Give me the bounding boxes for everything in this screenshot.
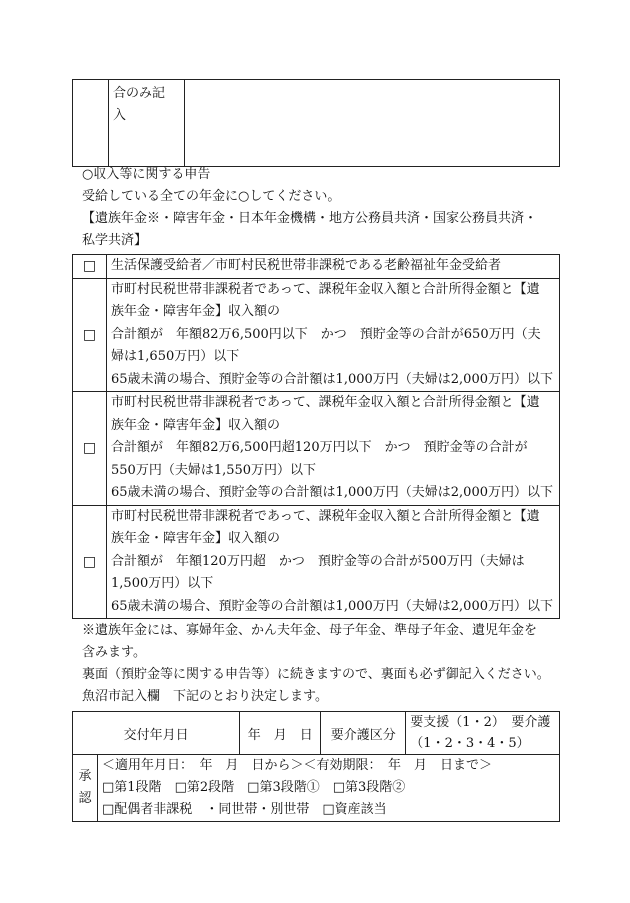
spouse-nontaxable-checkbox[interactable]: □配偶者非課税 (102, 802, 193, 817)
category-text (107, 505, 560, 619)
category-text-line: 市町村民税世帯非課税者であって、課税年金収入額と合計所得金額と【遺 (111, 395, 540, 410)
approval-label-char-2: 認 (78, 791, 92, 806)
category-text (107, 278, 560, 392)
category-text-line: 合計額が 年額120万円超 かつ 預貯金等の合計が500万円（夫婦は (111, 553, 525, 569)
category-checkbox[interactable]: □ (73, 392, 107, 506)
assets-applicable-checkbox[interactable]: □資産該当 (322, 802, 387, 817)
category-text-line: 550万円（夫婦は1,550万円）以下 (111, 462, 317, 478)
pension-row (73, 505, 560, 619)
category-checkbox[interactable]: □ (73, 255, 107, 279)
survivor-pension-note-2: 含みます。 (82, 645, 146, 660)
stage-3-1-checkbox[interactable]: □第3段階① (247, 780, 320, 795)
category-text-line: 65歳未満の場合、預貯金等の合計額は1,000万円（夫婦は2,000万円）以下 (111, 371, 553, 387)
care-category-options[interactable] (406, 712, 560, 755)
category-text-line: 65歳未満の場合、預貯金等の合計額は1,000万円（夫婦は2,000万円）以下 (111, 485, 553, 500)
stage-3-2-checkbox[interactable]: □第3段階② (332, 780, 406, 795)
category-text-line: 65歳未満の場合、預貯金等の合計額は1,000万円（夫婦は2,000万円）以下 (111, 598, 553, 614)
validity-period[interactable]: ＜適用年月日： 年 月 日から＞＜有効期限： 年 月 日まで＞ (102, 758, 493, 773)
income-section-title: ○収入等に関する申告 (82, 167, 211, 182)
stage-2-checkbox[interactable]: □第2段階 (174, 780, 235, 795)
top-empty-cell (73, 80, 109, 167)
household-option[interactable]: ・同世帯・別世帯 (205, 802, 310, 817)
reverse-side-note: 裏面（預貯金等に関する申告等）に続きますので、裏面も必ず御記入ください。 (82, 667, 550, 682)
city-use-heading: 魚沼市記入欄 下記のとおり決定します。 (82, 689, 328, 704)
category-text-line: 合計額が 年額82万6,500円以下 かつ 預貯金等の合計が650万円（夫 (111, 326, 541, 342)
category-text-line: 族年金・障害年金】収入額の (111, 304, 281, 319)
category-text-line: 1,500万円）以下 (111, 576, 214, 591)
care-category-label: 要介護区分 (321, 712, 406, 755)
top-label-cell (109, 80, 185, 167)
category-text-line: 合計額が 年額82万6,500円超120万円以下 かつ 預貯金等の合計が (111, 440, 528, 455)
category-checkbox[interactable]: □ (73, 505, 107, 619)
stage-options (102, 777, 555, 799)
category-text-line: 婦は1,650万円）以下 (111, 349, 240, 364)
category-checkbox[interactable]: □ (73, 278, 107, 392)
category-text-line: 市町村民税世帯非課税者であって、課税年金収入額と合計所得金額と【遺 (111, 281, 540, 297)
survivor-pension-note-1: ※遺族年金には、寡婦年金、かん夫年金、母子年金、準母子年金、遺児年金を (82, 623, 538, 638)
stage-1-checkbox[interactable]: □第1段階 (102, 780, 162, 795)
pension-row (73, 255, 560, 279)
care-options-line-2: （1・2・3・4・5） (410, 736, 530, 751)
category-text-line: 生活保護受給者／市町村民税世帯非課税である老齢福祉年金受給者 (111, 258, 502, 273)
category-text-line: 族年金・障害年金】収入額の (111, 417, 281, 433)
pension-category-table (72, 254, 560, 619)
issue-date-label: 交付年月日 (73, 712, 240, 755)
approval-label (73, 755, 98, 822)
issue-date-field[interactable]: 年 月 日 (240, 712, 321, 755)
care-options-line-1: 要支援（1・2） 要介護 (410, 715, 551, 730)
top-entry-cell[interactable] (185, 80, 560, 167)
decision-table (72, 711, 560, 822)
category-text (107, 255, 560, 279)
category-text (107, 392, 560, 506)
top-partial-table (72, 79, 560, 167)
pension-row (73, 278, 560, 392)
top-label-line-2: 入 (113, 108, 127, 123)
category-text-line: 族年金・障害年金】収入額の (111, 531, 281, 546)
category-text-line: 市町村民税世帯非課税者であって、課税年金収入額と合計所得金額と【遺 (111, 508, 540, 524)
pension-types-line-1: 【遺族年金※・障害年金・日本年金機構・地方公務員共済・国家公務員共済・ (82, 211, 538, 226)
pension-row (73, 392, 560, 506)
approval-content (98, 755, 560, 822)
extra-options (102, 799, 555, 821)
pension-types-line-2: 私学共済】 (82, 233, 148, 248)
approval-label-char-1: 承 (78, 769, 92, 784)
top-label-line-1: 合のみ記 (113, 86, 166, 101)
income-instruction: 受給している全ての年金に○してください。 (82, 189, 341, 204)
